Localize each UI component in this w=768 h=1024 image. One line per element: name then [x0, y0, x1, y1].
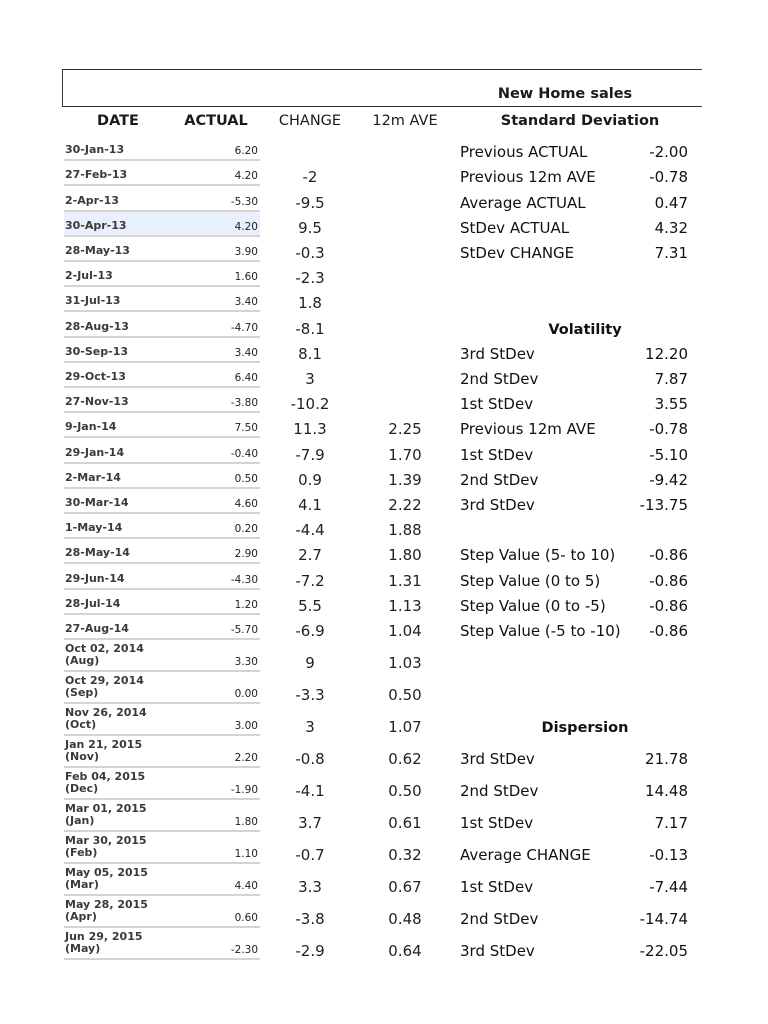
actual-cell: -2.30 [230, 944, 258, 956]
actual-cell: 7.50 [234, 422, 258, 435]
change-cell: 9.5 [298, 218, 322, 237]
stat-label: Step Value (-5 to -10) [460, 621, 621, 640]
actual-cell: 0.00 [234, 688, 258, 700]
table-row [64, 704, 704, 736]
stat-value: -2.00 [649, 143, 688, 162]
change-cell: -4.4 [295, 521, 325, 540]
table-row [64, 136, 704, 161]
ave-cell: 2.22 [388, 495, 422, 514]
stat-value: 4.32 [654, 218, 688, 237]
date-text: Mar 01, 2015 (Jan) [65, 802, 147, 827]
date-text: 2-Apr-13 [65, 193, 119, 207]
table-row [64, 186, 704, 211]
date-text: Mar 30, 2015 (Feb) [65, 834, 147, 859]
header-actual: ACTUAL [184, 113, 248, 129]
stat-value: 0.47 [654, 193, 688, 212]
stat-value: 21.78 [645, 750, 688, 768]
date-text: 9-Jan-14 [65, 420, 117, 434]
stat-label: 3rd StDev [460, 942, 535, 960]
change-cell: -2.3 [295, 269, 325, 288]
ave-cell: 1.07 [388, 718, 422, 736]
sheet-title: New Home sales [497, 86, 633, 102]
ave-cell: 0.50 [388, 686, 422, 704]
stat-label: Previous ACTUAL [460, 143, 588, 162]
change-cell: 1.8 [298, 294, 322, 313]
change-cell: -3.3 [295, 686, 325, 704]
change-cell: -3.8 [295, 910, 325, 928]
change-cell: 3.7 [298, 814, 322, 832]
stat-value: 14.48 [645, 782, 688, 800]
table-row [64, 615, 704, 640]
header-date: DATE [97, 113, 139, 129]
table-row [64, 489, 704, 514]
date-text: May 05, 2015 (Mar) [65, 866, 148, 891]
date-text: 30-Sep-13 [65, 344, 129, 358]
date-text: 31-Jul-13 [65, 294, 121, 308]
ave-cell: 2.25 [388, 420, 422, 439]
date-text: 2-Jul-13 [65, 269, 113, 283]
table-row [64, 800, 704, 832]
actual-cell: 3.30 [234, 656, 258, 668]
date-text: Oct 29, 2014 (Sep) [65, 674, 144, 699]
stat-label: 1st StDev [460, 445, 534, 464]
actual-cell: 2.90 [234, 548, 258, 561]
stat-label: 3rd StDev [460, 344, 535, 363]
stat-value: -9.42 [649, 470, 688, 489]
stat-value: -0.86 [649, 596, 688, 615]
header-12m-ave: 12m AVE [372, 113, 438, 129]
table-row [64, 672, 704, 704]
date-text: 27-Feb-13 [65, 168, 128, 182]
header-change: CHANGE [278, 113, 342, 129]
stat-value: -0.86 [649, 621, 688, 640]
table-row [64, 312, 704, 337]
actual-cell: -0.40 [230, 447, 258, 460]
change-cell: 3.3 [298, 878, 322, 896]
table-row [64, 212, 704, 237]
stat-label: StDev ACTUAL [460, 218, 570, 237]
stat-value: -7.44 [649, 878, 688, 896]
actual-cell: 3.40 [234, 346, 258, 359]
change-cell: -7.9 [295, 445, 325, 464]
table-row [64, 590, 704, 615]
actual-cell: 6.40 [234, 371, 258, 384]
change-cell: -6.9 [295, 621, 325, 640]
actual-cell: 2.20 [234, 752, 258, 764]
change-cell: 2.7 [298, 546, 322, 565]
date-text: 28-May-13 [65, 243, 130, 257]
stat-value: 7.31 [654, 243, 688, 262]
stat-value: -13.75 [639, 495, 688, 514]
actual-cell: 1.20 [234, 598, 258, 611]
date-text: 28-May-14 [65, 546, 130, 560]
change-cell: -4.1 [295, 782, 325, 800]
actual-cell: -3.80 [230, 397, 258, 410]
table-row [64, 388, 704, 413]
stat-label: 2nd StDev [460, 782, 539, 800]
stat-label: 3rd StDev [460, 750, 535, 768]
table-row [64, 514, 704, 539]
date-text: 27-Nov-13 [65, 395, 129, 409]
ave-cell: 0.62 [388, 750, 422, 768]
table-row [64, 640, 704, 672]
stat-label: 1st StDev [460, 814, 534, 832]
date-text: 30-Mar-14 [65, 495, 129, 509]
stat-value: -0.13 [649, 846, 688, 864]
date-text: 28-Jul-14 [65, 596, 121, 610]
change-cell: 11.3 [293, 420, 327, 439]
date-text: 28-Aug-13 [65, 319, 129, 333]
change-cell: -2 [302, 168, 318, 187]
stat-label: Step Value (0 to -5) [460, 596, 606, 615]
actual-cell: 4.40 [234, 880, 258, 892]
change-cell: -0.3 [295, 243, 325, 262]
table-row [64, 363, 704, 388]
change-cell: -0.7 [295, 846, 325, 864]
actual-cell: 0.20 [234, 523, 258, 536]
change-cell: 9 [305, 654, 315, 672]
ave-cell: 1.04 [388, 621, 422, 640]
section-dispersion: Dispersion [541, 720, 629, 736]
stat-label: Average CHANGE [460, 846, 591, 864]
change-cell: 3 [305, 369, 315, 388]
stat-label: 3rd StDev [460, 495, 535, 514]
date-text: 30-Apr-13 [65, 218, 127, 232]
stat-value: -0.78 [649, 420, 688, 439]
date-text: Oct 02, 2014 (Aug) [65, 642, 144, 667]
stat-value: 7.87 [654, 369, 688, 388]
actual-cell: 0.60 [234, 912, 258, 924]
ave-cell: 0.64 [388, 942, 422, 960]
change-cell: 3 [305, 718, 315, 736]
stat-label: Step Value (5- to 10) [460, 546, 616, 565]
header-standard-deviation: Standard Deviation [500, 113, 660, 129]
actual-cell: -4.70 [230, 321, 258, 334]
stat-value: -5.10 [649, 445, 688, 464]
stat-value: 12.20 [645, 344, 688, 363]
stat-label: Previous 12m AVE [460, 168, 596, 187]
actual-cell: -5.70 [230, 623, 258, 636]
stat-label: Average ACTUAL [460, 193, 586, 212]
section-volatility: Volatility [548, 321, 622, 338]
table-row [64, 832, 704, 864]
stat-value: -22.05 [639, 942, 688, 960]
change-cell: -9.5 [295, 193, 325, 212]
table-row [64, 539, 704, 564]
actual-cell: 1.80 [234, 816, 258, 828]
table-row [64, 464, 704, 489]
change-cell: -10.2 [290, 395, 330, 414]
ave-cell: 0.48 [388, 910, 422, 928]
stat-value: 7.17 [654, 814, 688, 832]
actual-cell: 4.20 [234, 170, 258, 183]
date-text: 27-Aug-14 [65, 621, 129, 635]
actual-cell: 4.60 [234, 497, 258, 510]
actual-cell: 1.60 [234, 271, 258, 284]
actual-cell: 3.90 [234, 245, 258, 258]
table-row [64, 262, 704, 287]
ave-cell: 0.32 [388, 846, 422, 864]
table-row [64, 237, 704, 262]
actual-cell: 3.40 [234, 296, 258, 309]
stat-value: -14.74 [639, 910, 688, 928]
ave-cell: 1.31 [388, 571, 422, 590]
ave-cell: 1.13 [388, 596, 422, 615]
stat-value: -0.78 [649, 168, 688, 187]
table-row [64, 564, 704, 589]
stat-label: StDev CHANGE [460, 243, 575, 262]
table-row [64, 413, 704, 438]
table-row [64, 928, 704, 960]
date-text: Nov 26, 2014 (Oct) [65, 706, 147, 731]
actual-cell: 3.00 [234, 720, 258, 732]
stat-value: 3.55 [654, 395, 688, 414]
ave-cell: 1.39 [388, 470, 422, 489]
date-text: Feb 04, 2015 (Dec) [65, 770, 146, 795]
ave-cell: 1.03 [388, 654, 422, 672]
actual-cell: 6.20 [234, 145, 258, 158]
date-text: 30-Jan-13 [65, 143, 125, 157]
date-text: 29-Jan-14 [65, 445, 125, 459]
stat-label: 1st StDev [460, 878, 534, 896]
stat-label: 1st StDev [460, 395, 534, 414]
actual-cell: 1.10 [234, 848, 258, 860]
date-text: 1-May-14 [65, 521, 123, 535]
ave-cell: 1.70 [388, 445, 422, 464]
ave-cell: 1.80 [388, 546, 422, 565]
table-row [64, 896, 704, 928]
change-cell: -2.9 [295, 942, 325, 960]
ave-cell: 0.50 [388, 782, 422, 800]
change-cell: 8.1 [298, 344, 322, 363]
stat-label: Step Value (0 to 5) [460, 571, 601, 590]
date-text: Jun 29, 2015 (May) [65, 930, 143, 955]
change-cell: -8.1 [295, 319, 325, 338]
stat-value: -0.86 [649, 546, 688, 565]
table-row [64, 161, 704, 186]
table-row [64, 338, 704, 363]
change-cell: 5.5 [298, 596, 322, 615]
table-row [64, 438, 704, 463]
date-text: Jan 21, 2015 (Nov) [65, 738, 143, 763]
table-row [64, 287, 704, 312]
change-cell: 4.1 [298, 495, 322, 514]
table-row [64, 864, 704, 896]
ave-cell: 0.67 [388, 878, 422, 896]
date-text: 29-Oct-13 [65, 369, 126, 383]
table-row [64, 768, 704, 800]
stat-label: Previous 12m AVE [460, 420, 596, 439]
ave-cell: 1.88 [388, 521, 422, 540]
actual-cell: -4.30 [230, 573, 258, 586]
actual-cell: 0.50 [234, 472, 258, 485]
date-text: May 28, 2015 (Apr) [65, 898, 148, 923]
change-cell: 0.9 [298, 470, 322, 489]
date-text: 2-Mar-14 [65, 470, 121, 484]
actual-cell: -5.30 [230, 195, 258, 208]
table-row [64, 736, 704, 768]
stat-label: 2nd StDev [460, 470, 539, 489]
stat-value: -0.86 [649, 571, 688, 590]
stat-label: 2nd StDev [460, 910, 539, 928]
change-cell: -0.8 [295, 750, 325, 768]
change-cell: -7.2 [295, 571, 325, 590]
actual-cell: 4.20 [234, 220, 258, 233]
ave-cell: 0.61 [388, 814, 422, 832]
actual-cell: -1.90 [230, 784, 258, 796]
date-text: 29-Jun-14 [65, 571, 125, 585]
stat-label: 2nd StDev [460, 369, 539, 388]
